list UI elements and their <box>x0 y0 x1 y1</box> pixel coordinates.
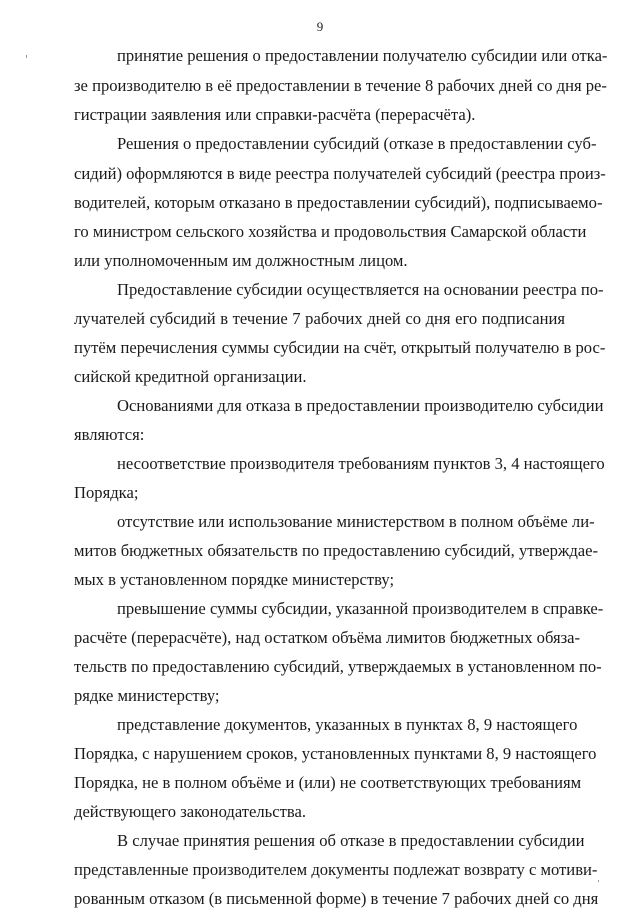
text-line: Порядка; <box>74 483 139 502</box>
text-line: гистрации заявления или справки-расчёта (перерасчёта). <box>74 105 476 124</box>
text-line: действующего законодательства. <box>74 802 306 821</box>
text-line: Предоставление субсидии осуществляется на основании реестра по- <box>117 280 604 299</box>
text-line: Решения о предоставлении субсидий (отказе в предоставлении суб- <box>117 134 597 153</box>
text-line: или уполномоченным им должностным лицом. <box>74 251 408 270</box>
text-line: зе производителю в её предоставлении в течение 8 рабочих дней со дня ре- <box>74 76 607 95</box>
text-line: го министром сельского хозяйства и продовольствия Самарской области <box>74 222 587 241</box>
text-line: тельств по предоставлению субсидий, утверждаемых в установленном по- <box>74 657 602 676</box>
text-line: рованным отказом (в письменной форме) в течение 7 рабочих дней со дня <box>74 889 599 908</box>
text-line: Основаниями для отказа в предоставлении производителю субсидии <box>117 396 604 415</box>
text-line: несоответствие производителя требованиям пунктов 3, 4 настоящего <box>117 454 605 473</box>
text-line: водителей, которым отказано в предоставлении субсидий), подписываемо- <box>74 193 603 212</box>
text-line: В случае принятия решения об отказе в предоставлении субсидии <box>117 831 585 850</box>
text-line: путём перечисления суммы субсидии на счёт, открытый получателю в рос- <box>74 338 606 357</box>
text-line: принятие решения о предоставлении получателю субсидии или отка- <box>117 46 608 65</box>
text-line: расчёте (перерасчёте), над остатком объёма лимитов бюджетных обяза- <box>74 628 581 647</box>
text-line: Порядка, не в полном объёме и (или) не соответствующих требованиям <box>74 773 582 792</box>
scan-edge-mark-left <box>26 55 27 58</box>
text-line: превышение суммы субсидии, указанной производителем в справке- <box>117 599 604 618</box>
text-line: являются: <box>74 425 145 444</box>
text-line: Порядка, с нарушением сроков, установленных пунктами 8, 9 настоящего <box>74 744 597 763</box>
text-line: лучателей субсидий в течение 7 рабочих дней со дня его подписания <box>74 309 565 328</box>
scan-edge-mark-right <box>598 880 599 882</box>
text-line: представление документов, указанных в пунктах 8, 9 настоящего <box>117 715 578 734</box>
text-line: митов бюджетных обязательств по предоставлению субсидий, утверждае- <box>74 541 599 560</box>
text-line: сийской кредитной организации. <box>74 367 307 386</box>
text-line: мых в установленном порядке министерству; <box>74 570 395 589</box>
text-line: отсутствие или использование министерством в полном объёме ли- <box>117 512 595 531</box>
text-line: рядке министерству; <box>74 686 220 705</box>
page-number: 9 <box>316 19 324 34</box>
text-line: сидий) оформляются в виде реестра получателей субсидий (реестра произ- <box>74 164 606 183</box>
text-line: представленные производителем документы подлежат возврату с мотиви- <box>74 860 598 879</box>
